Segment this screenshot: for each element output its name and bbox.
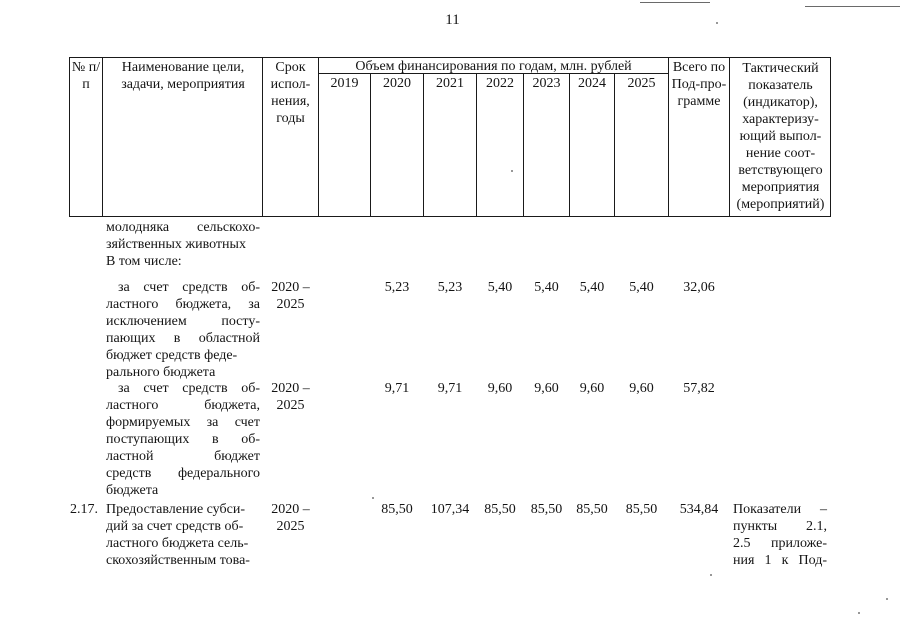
row-total: 534,84 — [679, 502, 719, 517]
scan-speck — [372, 497, 374, 499]
header-year: 2022 — [486, 76, 514, 91]
row-value-2021: 107,34 — [430, 502, 470, 517]
row-term-line: 2025 — [276, 519, 305, 534]
scan-speck — [858, 612, 860, 614]
row-name-line: за счет средств об- — [118, 381, 260, 396]
header-year: 2021 — [436, 76, 464, 91]
row-name-line: поступающих в об- — [106, 432, 260, 447]
row-term-line: 2025 — [276, 297, 305, 312]
row-value-2020: 5,23 — [384, 280, 410, 295]
row-name-line: бюджета — [106, 483, 159, 498]
row-number: 2.17. — [70, 502, 98, 517]
row-name-line: средств федерального — [106, 466, 260, 481]
scan-artifact-line — [640, 2, 710, 3]
row-indicator-line: Показатели – — [733, 502, 827, 517]
text-line: В том числе: — [106, 254, 182, 269]
row-term-line: 2020 – — [271, 381, 310, 396]
row-value-2020: 85,50 — [381, 502, 413, 517]
text-line: зяйственных животных — [106, 237, 246, 252]
header-year: 2025 — [627, 76, 656, 91]
scan-speck — [716, 22, 718, 24]
header-total: Всего по Под-про-грамме — [671, 60, 727, 109]
row-value-2023: 9,60 — [534, 381, 559, 396]
row-value-2021: 9,71 — [437, 381, 463, 396]
grid-line — [102, 57, 103, 217]
row-value-2025: 9,60 — [629, 381, 654, 396]
row-value-2024: 9,60 — [579, 381, 605, 396]
row-indicator-line: ния 1 к Под- — [733, 553, 827, 568]
row-name-line: Предоставление субси- — [106, 502, 245, 517]
row-value-2020: 9,71 — [384, 381, 410, 396]
row-indicator-line: 2.5 приложе- — [733, 536, 827, 551]
row-term-line: 2020 – — [271, 280, 310, 295]
row-name-line: рального бюджета — [106, 365, 216, 380]
row-value-2025: 85,50 — [625, 502, 658, 517]
header-name: Наименование цели, задачи, мероприятия — [121, 60, 245, 92]
row-value-2023: 5,40 — [534, 280, 559, 295]
header-year: 2023 — [532, 76, 561, 91]
header-funding: Объем финансирования по годам, млн. рублей — [355, 59, 632, 74]
row-value-2023: 85,50 — [530, 502, 563, 517]
row-term-line: 2020 – — [271, 502, 310, 517]
row-value-2024: 85,50 — [576, 502, 608, 517]
scan-speck — [710, 574, 712, 576]
header-year: 2024 — [578, 76, 606, 91]
row-name-line: исключением посту- — [106, 314, 260, 329]
header-no: № п/п — [71, 60, 101, 92]
row-value-2022: 9,60 — [487, 381, 513, 396]
grid-line — [523, 73, 524, 217]
row-value-2025: 5,40 — [629, 280, 654, 295]
row-value-2021: 5,23 — [437, 280, 463, 295]
row-name-line: за счет средств об- — [118, 280, 260, 295]
row-value-2022: 85,50 — [484, 502, 516, 517]
row-name-line: дий за счет средств об- — [106, 519, 244, 534]
row-name-line: ластного бюджета, за — [106, 297, 260, 312]
grid-line — [729, 57, 730, 217]
row-value-2022: 5,40 — [487, 280, 513, 295]
grid-line — [69, 216, 831, 217]
row-name-line: бюджет средств феде- — [106, 348, 238, 363]
header-indicator: Тактический показатель (индикатор), характеризу-ющий выпол-нение соот-ветствующего мероприятия (мероприятий) — [736, 61, 825, 212]
grid-line — [614, 73, 615, 217]
row-name-line: ластного бюджета сель- — [106, 536, 249, 551]
row-indicator-line: пункты 2.1, — [733, 519, 827, 534]
row-term-line: 2025 — [276, 398, 305, 413]
grid-line — [476, 73, 477, 217]
header-term: Срок испол-нения, годы — [270, 60, 311, 126]
scan-speck — [511, 170, 513, 172]
row-name-line: скохозяйственным това- — [106, 553, 250, 568]
row-total: 32,06 — [683, 280, 715, 295]
row-total: 57,82 — [683, 381, 715, 396]
row-value-2024: 5,40 — [579, 280, 605, 295]
grid-line — [569, 73, 570, 217]
row-name-line: ластного бюджета, — [106, 398, 260, 413]
header-year: 2019 — [330, 76, 359, 91]
text-line: молодняка сельскохо- — [106, 220, 260, 235]
scan-artifact-line — [805, 6, 900, 7]
grid-line — [668, 57, 669, 217]
grid-line — [423, 73, 424, 217]
row-name-line: пающих в областной — [106, 331, 260, 346]
scan-speck — [886, 598, 888, 600]
grid-line — [830, 57, 831, 217]
row-name-line: формируемых за счет — [106, 415, 260, 430]
grid-line — [370, 73, 371, 217]
page-number: 11 — [445, 12, 460, 28]
row-name-line: ластной бюджет — [106, 449, 260, 464]
header-year: 2020 — [383, 76, 411, 91]
